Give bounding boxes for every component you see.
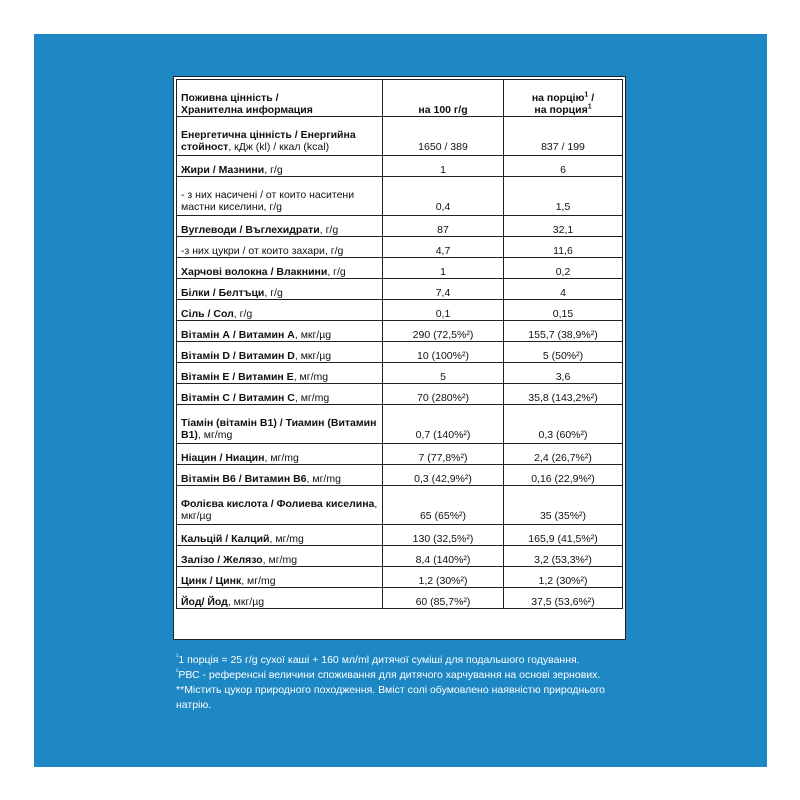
value-per-portion: 0,16 (22,9%²): [504, 465, 623, 486]
nutrient-name: Харчові волокна / Влакнини: [181, 265, 328, 278]
value-per-100g: 1: [383, 258, 504, 279]
value-per-portion: 6: [504, 156, 623, 177]
nutrient-name: Кальцій / Калций: [181, 532, 270, 545]
value-per-portion: 35,8 (143,2%²): [504, 384, 623, 405]
nutrient-unit: , мкг/µg: [227, 595, 265, 608]
footnote-1: [176, 653, 636, 668]
value-per-portion: 4: [504, 279, 623, 300]
footnote-3-text: Містить цукор природного походження. Вміст солі обумовлено наявністю природнього натрію.: [176, 684, 606, 711]
nutrient-label: [177, 279, 383, 300]
nutrient-name: Сіль / Сол: [181, 307, 234, 320]
header-nutrient-line2: Хранителна информация: [181, 103, 313, 116]
table-row: [177, 525, 623, 546]
table-row: [177, 486, 623, 525]
nutrient-unit: , мкг/µg: [181, 497, 378, 522]
nutrient-label: [177, 384, 383, 405]
nutrient-label: [177, 177, 383, 216]
table-row: [177, 465, 623, 486]
footnote-2-text: РВС - референсні величини споживання для дитячого харчування на основі зернових.: [178, 669, 601, 681]
value-per-portion: 165,9 (41,5%²): [504, 525, 623, 546]
footnote-1-text: 1 порція = 25 г/g сухої каші + 160 мл/ml дитячої суміші для подальшого годування.: [178, 654, 580, 666]
nutrient-label: [177, 588, 383, 609]
value-per-portion: 1,5: [504, 177, 623, 216]
value-per-portion: 0,3 (60%²): [504, 405, 623, 444]
table-row: [177, 363, 623, 384]
nutrient-label: [177, 405, 383, 444]
nutrient-name: Вітамін E / Витамин E: [181, 370, 294, 383]
nutrient-unit: , мкг/µg: [294, 328, 332, 341]
value-per-portion: 155,7 (38,9%²): [504, 321, 623, 342]
value-per-portion: 3,2 (53,3%²): [504, 546, 623, 567]
value-per-100g: 1650 / 389: [383, 117, 504, 156]
table-row: [177, 237, 623, 258]
value-per-portion: 32,1: [504, 216, 623, 237]
table-row: [177, 156, 623, 177]
nutrient-unit: , мг/mg: [269, 532, 304, 545]
nutrient-unit: , г/g: [264, 163, 283, 176]
nutrient-name: Вітамін В6 / Витамин В6: [181, 472, 307, 485]
footnote-3: [176, 683, 636, 713]
footnote-3-mark: **: [176, 684, 185, 696]
value-per-100g: 0,7 (140%²): [383, 405, 504, 444]
value-per-portion: 35 (35%²): [504, 486, 623, 525]
value-per-100g: 130 (32,5%²): [383, 525, 504, 546]
nutrient-unit: , г/g: [233, 307, 253, 320]
nutrient-label: [177, 117, 383, 156]
footnote-2: [176, 668, 636, 683]
nutrient-unit: -з них цукри / от които захари, г/g: [181, 244, 344, 257]
header-per-portion: [504, 80, 623, 117]
footnote-1-mark: ¹: [176, 653, 179, 661]
nutrient-unit: , мг/mg: [294, 391, 330, 404]
header-portion-sup2: 1: [587, 103, 592, 111]
nutrient-label: [177, 486, 383, 525]
nutrient-name: Енергетична цінність / Енергийна стойност: [181, 128, 356, 153]
value-per-100g: 0,3 (42,9%²): [383, 465, 504, 486]
value-per-portion: 837 / 199: [504, 117, 623, 156]
table-row: [177, 279, 623, 300]
value-per-portion: 0,15: [504, 300, 623, 321]
table-row: [177, 405, 623, 444]
nutrient-label: [177, 444, 383, 465]
value-per-portion: 11,6: [504, 237, 623, 258]
nutrient-name: Тіамін (вітамін В1) / Тиамин (Витамин В1): [181, 416, 377, 441]
nutrient-label: [177, 156, 383, 177]
header-nutrient: [177, 80, 383, 117]
table-row: [177, 258, 623, 279]
value-per-100g: 10 (100%²): [383, 342, 504, 363]
nutrient-unit: , мкг/µg: [294, 349, 332, 362]
nutrient-label: [177, 342, 383, 363]
nutrient-name: Вітамін D / Витамин D: [181, 349, 295, 362]
value-per-portion: 2,4 (26,7%²): [504, 444, 623, 465]
footnotes: [176, 653, 636, 713]
nutrient-unit: , кДж (kl) / ккал (kcal): [228, 140, 330, 153]
value-per-100g: 1: [383, 156, 504, 177]
header-per-100g: на 100 г/g: [383, 80, 504, 117]
header-portion-line1-end: /: [588, 91, 595, 104]
nutrient-label: [177, 525, 383, 546]
table-row: [177, 546, 623, 567]
nutrient-label: [177, 546, 383, 567]
table-row: [177, 177, 623, 216]
value-per-100g: 290 (72,5%²): [383, 321, 504, 342]
table-row: [177, 384, 623, 405]
nutrient-unit: , мг/mg: [241, 574, 276, 587]
table-header-row: [177, 80, 623, 117]
nutrient-name: Йод/ Йод: [181, 595, 228, 608]
nutrient-unit: , мг/mg: [306, 472, 341, 485]
nutrient-name: Залізо / Желязо: [181, 553, 263, 566]
header-portion-line2: на порция: [534, 103, 588, 116]
value-per-100g: 5: [383, 363, 504, 384]
header-portion-line1: на порцію: [531, 91, 585, 104]
value-per-100g: 65 (65%²): [383, 486, 504, 525]
value-per-100g: 70 (280%²): [383, 384, 504, 405]
nutrient-label: [177, 363, 383, 384]
value-per-portion: 37,5 (53,6%²): [504, 588, 623, 609]
nutrient-label: [177, 567, 383, 588]
value-per-100g: 0,1: [383, 300, 504, 321]
nutrient-unit: , г/g: [264, 286, 283, 299]
table-row: [177, 300, 623, 321]
nutrient-unit: - з них насичені / от които наситени мастни киселини, г/g: [181, 188, 355, 213]
nutrient-label: [177, 258, 383, 279]
nutrient-name: Фолієва кислота / Фолиева киселина: [181, 497, 375, 510]
table-row: [177, 216, 623, 237]
table-row: [177, 321, 623, 342]
nutrient-label: [177, 300, 383, 321]
value-per-portion: 3,6: [504, 363, 623, 384]
nutrient-unit: , мг/mg: [262, 553, 298, 566]
value-per-100g: 4,7: [383, 237, 504, 258]
nutrient-name: Білки / Белтъци: [181, 286, 265, 299]
value-per-portion: 5 (50%²): [504, 342, 623, 363]
nutrient-unit: , мг/mg: [264, 451, 299, 464]
value-per-portion: 0,2: [504, 258, 623, 279]
nutrient-label: [177, 237, 383, 258]
header-portion-sup1: 1: [584, 91, 589, 99]
nutrient-name: Ніацин / Ниацин: [181, 451, 265, 464]
nutrient-unit: , г/g: [327, 265, 346, 278]
table-row: [177, 444, 623, 465]
table-row: [177, 567, 623, 588]
nutrient-name: Вітамін С / Витамин С: [181, 391, 295, 404]
nutrient-unit: , мг/mg: [293, 370, 329, 383]
nutrient-name: Вуглеводи / Въглехидрати: [181, 223, 320, 236]
footnote-2-mark: ²: [176, 668, 179, 676]
value-per-100g: 7,4: [383, 279, 504, 300]
nutrient-label: [177, 321, 383, 342]
value-per-100g: 87: [383, 216, 504, 237]
value-per-100g: 1,2 (30%²): [383, 567, 504, 588]
nutrition-table: [176, 79, 623, 609]
nutrient-unit: , мг/mg: [197, 428, 233, 441]
value-per-portion: 1,2 (30%²): [504, 567, 623, 588]
table-row: [177, 588, 623, 609]
nutrient-unit: , г/g: [319, 223, 339, 236]
value-per-100g: 0,4: [383, 177, 504, 216]
header-nutrient-line1: Поживна цінність /: [181, 91, 279, 104]
table-row: [177, 342, 623, 363]
table-row: [177, 117, 623, 156]
nutrient-label: [177, 465, 383, 486]
value-per-100g: 8,4 (140%²): [383, 546, 504, 567]
nutrient-label: [177, 216, 383, 237]
nutrient-name: Цинк / Цинк: [181, 574, 242, 587]
nutrient-name: Жири / Мазнини: [181, 163, 265, 176]
nutrient-name: Вітамін А / Витамин А: [181, 328, 295, 341]
value-per-100g: 7 (77,8%²): [383, 444, 504, 465]
value-per-100g: 60 (85,7%²): [383, 588, 504, 609]
